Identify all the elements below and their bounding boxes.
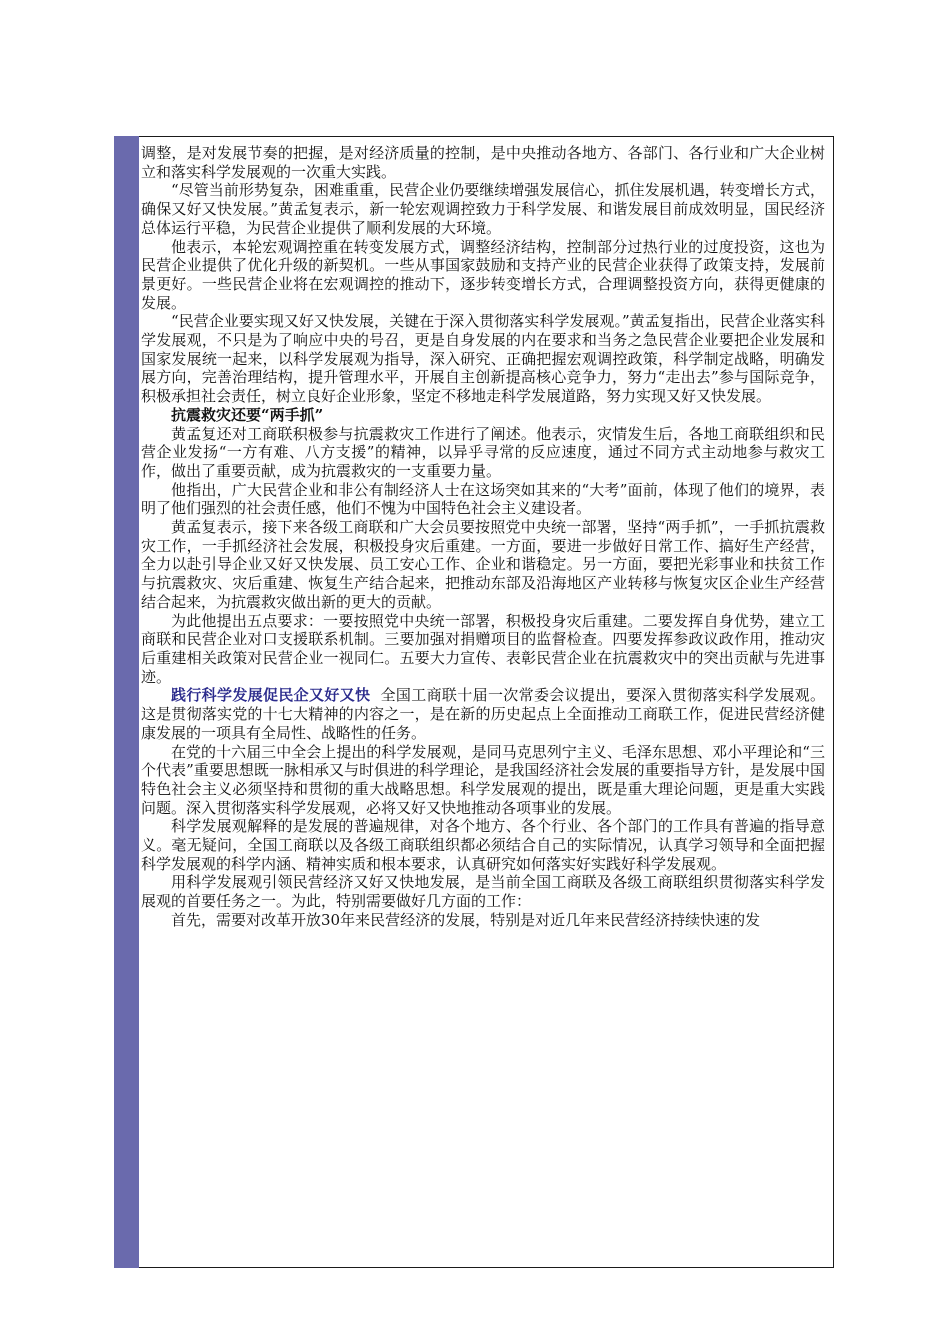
paragraph: 他指出，广大民营企业和非公有制经济人士在这场突如其来的“大考”面前，体现了他们的境界，表明了他们强烈的社会责任感，他们不愧为中国特色社会主义建设者。 xyxy=(141,480,825,518)
paragraph: 他表示，本轮宏观调控重在转变发展方式，调整经济结构，控制部分过热行业的过度投资，这也为民营企业提供了优化升级的新契机。一些从事国家鼓励和支持产业的民营企业获得了政策支持，发展前景更好。一些民营企业将在宏观调控的推动下，逐步转变增长方式，合理调整投资方向，获得更健康的发展。 xyxy=(141,237,825,312)
paragraph: “民营企业要实现又好又快发展，关键在于深入贯彻落实科学发展观。”黄孟复指出，民营企业落实科学发展观，不只是为了响应中央的号召，更是自身发展的内在要求和当务之急民营企业要把企业发展和国家发展统一起来，以科学发展观为指导，深入研究、正确把握宏观调控政策，科学制定战略，明确发展方向，完善治理结构，提升管理水平，开展自主创新提高核心竞争力，努力“走出去”参与国际竞争，积极承担社会责任，树立良好企业形象，坚定不移地走科学发展道路，努力实现又好又快发展。 xyxy=(141,312,825,406)
section-title: 践行科学发展促民企又好又快 xyxy=(171,686,371,705)
paragraph: 首先，需要对改革开放30年来民营经济的发展，特别是对近几年来民营经济持续快速的发 xyxy=(171,910,761,929)
paragraph: 科学发展观解释的是发展的普遍规律，对各个地方、各个行业、各个部门的工作具有普遍的指导意义。毫无疑问，全国工商联以及各级工商联组织都必须结合自己的实际情况，认真学习领导和全面把握科学发展观的科学内涵、精神实质和根本要求，认真研究如何落实好实践好科学发展观。 xyxy=(141,817,825,873)
decorative-side-bar xyxy=(114,136,139,1268)
paragraph: 在党的十六届三中全会上提出的科学发展观，是同马克思列宁主义、毛泽东思想、邓小平理论和“三个代表”重要思想既一脉相承又与时俱进的科学理论，是我国经济社会发展的重要指导方针，是发展中国特色社会主义必须坚持和贯彻的重大战略思想。科学发展观的提出，既是重大理论问题，更是重大实践问题。深入贯彻落实科学发展观，必将又好又快地推动各项事业的发展。 xyxy=(141,742,825,817)
paragraph: 为此他提出五点要求：一要按照党中央统一部署，积极投身灾后重建。二要发挥自身优势，建立工商联和民营企业对口支援联系机制。三要加强对捐赠项目的监督检查。四要发挥参政议政作用，推动灾后重建相关政策对民营企业一视同仁。五要大力宣传、表彰民营企业在抗震救灾中的突出贡献与先进事迹。 xyxy=(141,611,825,686)
paragraph-text: 全国工商联十届一次常委会议提出，要深入贯彻落实科学发展观。这是贯彻落实党的十七大精神的内容之一，是在新的历史起点上全面推动工商联工作，促进民营经济健康发展的一项具有全局性、战略性的任务。 xyxy=(141,686,825,742)
paragraph: 用科学发展观引领民营经济又好又快地发展，是当前全国工商联及各级工商联组织贯彻落实科学发展观的首要任务之一。为此，特别需要做好几方面的工作： xyxy=(141,873,825,911)
paragraph-with-section-title xyxy=(141,686,825,742)
paragraph: “尽管当前形势复杂，困难重重，民营企业仍要继续增强发展信心，抓住发展机遇，转变增长方式，确保又好又快发展。”黄孟复表示，新一轮宏观调控致力于科学发展、和谐发展目前成效明显，国民经济总体运行平稳，为民营企业提供了顺利发展的大环境。 xyxy=(141,181,825,237)
article-body xyxy=(141,144,825,930)
subheading: 抗震救灾还要“两手抓” xyxy=(171,405,324,424)
paragraph: 黄孟复还对工商联积极参与抗震救灾工作进行了阐述。他表示，灾情发生后，各地工商联组织和民营企业发扬“一方有难、八方支援”的精神，以异乎寻常的反应速度，通过不同方式主动地参与救灾工作，做出了重要贡献，成为抗震救灾的一支重要力量。 xyxy=(141,424,825,480)
paragraph: 黄孟复表示，接下来各级工商联和广大会员要按照党中央统一部署，坚持“两手抓”，一手抓抗震救灾工作，一手抓经济社会发展，积极投身灾后重建。一方面，要进一步做好日常工作、搞好生产经营，全力以赴引导企业又好又快发展、员工安心工作、企业和谐稳定。另一方面，要把光彩事业和扶贫工作与抗震救灾、灾后重建、恢复生产结合起来，把推动东部及沿海地区产业转移与恢复灾区企业生产经营结合起来，为抗震救灾做出新的更大的贡献。 xyxy=(141,518,825,611)
paragraph: 调整，是对发展节奏的把握，是对经济质量的控制，是中央推动各地方、各部门、各行业和广大企业树立和落实科学发展观的一次重大实践。 xyxy=(141,144,825,181)
